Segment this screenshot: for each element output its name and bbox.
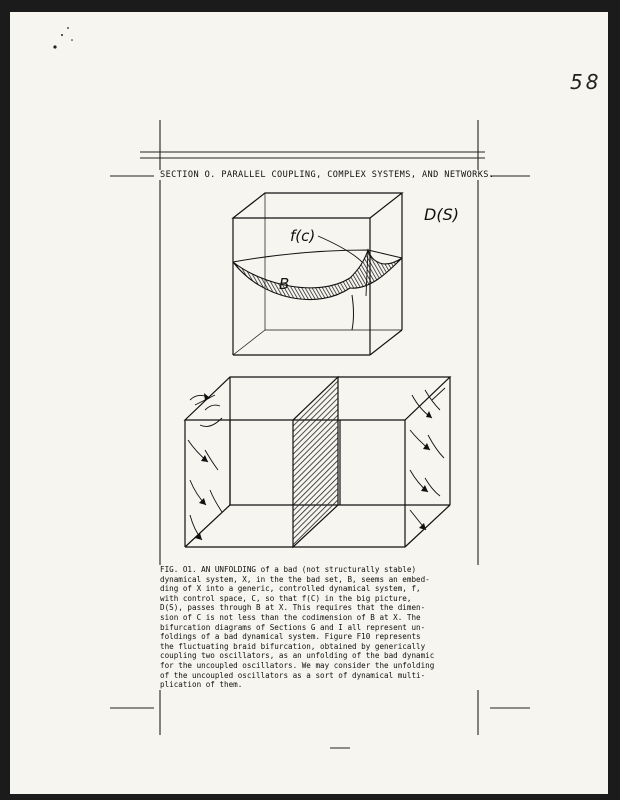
upper-cube-top (233, 193, 402, 218)
caption-line: dynamical system, X, in the the bad set, B, seems an embed- (160, 574, 430, 584)
label-ds: D(S) (424, 205, 459, 224)
page-number: 58 (570, 70, 602, 94)
caption-line: bifurcation diagrams of Sections G and I all represent un- (160, 622, 426, 632)
caption-line: for the uncoupled oscillators. We may consider the unfolding (160, 660, 435, 670)
caption-line: FIG. O1. AN UNFOLDING of a bad (not structurally stable) (160, 565, 417, 574)
bad-set-surface (233, 250, 402, 330)
section-header: SECTION O. PARALLEL COUPLING, COMPLEX SYSTEMS, AND NETWORKS. (160, 170, 495, 180)
caption-line: sion of C is not less than the codimension of B at X. The (160, 612, 421, 622)
figure-caption (160, 565, 478, 690)
caption-line: plication of them. (160, 680, 243, 690)
caption-line: the fluctuating braid bifurcation, obtained by generically (160, 641, 426, 651)
label-b: B (279, 275, 290, 293)
caption-line: of the uncoupled oscillators as a sort of dynamical multi- (160, 670, 426, 680)
caption-line: coupling two oscillators, as an unfolding of the bad dynamic (160, 651, 435, 661)
label-fc: f(c) (290, 227, 316, 245)
caption-line: foldings of a bad dynamical system. Figure F10 represents (160, 632, 421, 642)
right-flow-arrows (410, 388, 445, 530)
label-fc-pointer (318, 236, 362, 262)
left-flow-arrows (188, 395, 222, 540)
caption-line: ding of X into a generic, controlled dynamical system, f, (160, 584, 421, 594)
caption-line: with control space, C, so that f(C) in the big picture, (160, 593, 412, 603)
middle-slab (293, 377, 338, 547)
caption-line: D(S), passes through B at X. This requires that the dimen- (160, 603, 426, 613)
